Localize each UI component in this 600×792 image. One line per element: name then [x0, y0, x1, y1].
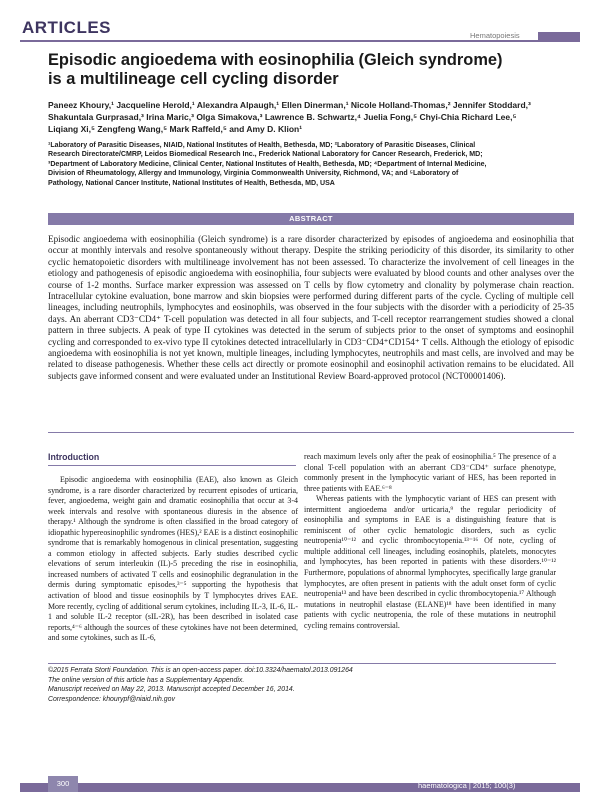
section-label: ARTICLES: [22, 18, 111, 37]
affiliations: [48, 141, 574, 188]
page-number: 300: [56, 779, 70, 788]
copyright-note: ©2015 Ferrata Storti Foundation. This is an open-access paper. doi:10.3324/haematol.2013.091264: [48, 667, 353, 674]
category-label: Hematopoiesis: [470, 31, 520, 40]
intro-column-1: Episodic angioedema with eosinophilia (EAE), also known as Gleich syndrome, is a rare disorder characterized by recurrent episodes of urticaria, fever, angioedema, weight gain and dramatic eosinophilia that occur at 3-4 week intervals and resolve with spontaneous diuresis in the absence of therapy.¹ Although the syndrome is often classified in the broad category of idiopathic hypereosinophilic syndromes (HES),² EAE is a distinct eosinophilic syndrome that is remarkably homogenous in clinical presentation, suggesting a common etiology in affected subjects. Early studies described cyclic elevations of serum interleukin (IL)-5 preceding the rise in eosinophilia, increased numbers of activated T cells and eosinophilic degranulation in the dermis during symptomatic episodes,³⁻⁵ supporting the hypothesis that activation of blood and tissue eosinophils by T lymphocytes drives EAE. More recently, cycling of additional serum cytokines, including IL-3, IL-6, IL-1 and soluble IL-2 receptor (sIL-2R), has been described in isolated case reports,⁴⁻⁶ although the sources of these cytokines have not been determined, and some cytokines, such as IL-6,: [48, 475, 298, 643]
abstract-text: Episodic angioedema with eosinophilia (Gleich syndrome) is a rare disorder characterized by episodes of angioedema and eosinophilia that occur at monthly intervals and resolve spontaneously without therapy. Despite the striking periodicity of this disorder, its similarity to other cyclic hematopoietic disorders with multilineage involvement has not been assessed. To characterize the involvement of cell lineages in the etiology and pathogenesis of episodic angioedema with eosinophilia, four subjects were evaluated by blood counts and other analyses over the course of 1-2 months. Surface marker expression was assessed on T cells by flow cytometry and clonality by polymerase chain reaction. Intracellular cytokine evaluation, bone marrow and skin biopsies were performed during different parts of the cycle. Cycling of multiple cell lineages, including neutrophils, lymphocytes and eosinophils, was observed in the four subjects with the disorder with a periodicity of 25-35 days. An aberrant CD3⁻CD4⁺ T-cell population was detected in all four subjects, and T-cell receptor rearrangement studies showed a clonal pattern in three subjects. A peak of type II cytokines was detected in the serum of subjects prior to the onset of symptoms and eosinophil cycling and corresponded to ex-vivo type II cytokines detected intracellularly in CD3⁻CD4⁺CD154⁺ T cells. Although the etiology of episodic angioedema with eosinophilia is not yet known, multiple lineages, including lymphocytes, neutrophils and mast cells, are involved and may be related to disease pathogenesis. Whether these cells act directly or promote eosinophil and eosinophil activation remains to be elucidated. All subjects gave informed consent and were evaluated under an Institutional Review Board-approved protocol (NCT00001406).: [48, 234, 574, 381]
article-title: [48, 51, 568, 89]
footnote-rule: [48, 663, 556, 664]
abstract-heading: ABSTRACT: [289, 214, 333, 223]
abstract-rule: [48, 432, 574, 433]
header-rule: [20, 40, 580, 42]
journal-citation: haematologica | 2015; 100(3): [418, 781, 516, 790]
intro-paragraph: reach maximum levels only after the peak of eosinophilia.⁵ The presence of a clonal T-cell population with an aberrant CD3⁻CD4⁺ surface phenotype, commonly present in the lymphocytic variant of HES, has been reported in three patients with EAE.⁶⁻⁸: [304, 452, 556, 493]
affiliation-line: ¹Laboratory of Parasitic Diseases, NIAID, National Institutes of Health, Bethesda, MD; ²Laboratory of Parasitic Diseases, Clinical: [48, 142, 476, 149]
intro-paragraph: Whereas patients with the lymphocytic variant of HES can present with intermittent angioedema and/or urticaria,⁹ the regular periodicity of eosinophilia and symptoms in EAE is a distinguishing feature that is reminiscent of other cyclic hematologic disorders, such as cyclic neutropenia¹⁰⁻¹² and cyclic thrombocytopenia.¹³⁻¹⁶ Of note, cycling of multiple additional cell lineages, including eosinophils, platelets, monocytes and lymphocytes, has been reported in patients with these disorders.¹⁰⁻¹² Furthermore, populations of abnormal lymphocytes, specifically large granular lymphocytes, are often present in patients with the adult onset form of cyclic neutropenia¹³ and have been described in cyclic thrombocytopenia.¹⁷ Although mutations in neutrophil elastase (ELANE)¹⁸ have been identified in many patients with cyclic neutropenia, the role of these mutations in neutrophil cycling remains controversial.: [304, 494, 556, 630]
intro-column-2: [304, 452, 556, 631]
title-line-2: is a multilineage cell cycling disorder: [48, 70, 339, 88]
correspondence: Correspondence: khourypf@niaid.nih.gov: [48, 695, 175, 703]
introduction-rule: [48, 465, 296, 466]
author-list: [48, 99, 568, 136]
introduction-heading: Introduction: [48, 452, 100, 462]
author-line: Liqiang Xi,⁵ Zengfeng Wang,⁵ Mark Raffeld,⁵ and Amy D. Klion¹: [48, 124, 303, 135]
affiliation-line: Division of Rheumatology, Allergy and Immunology, Virginia Commonwealth University, Richmond, VA; and ⁵Laboratory of: [48, 170, 459, 178]
footnotes: [48, 666, 556, 704]
author-line: Paneez Khoury,¹ Jacqueline Herold,¹ Alexandra Alpaugh,¹ Ellen Dinerman,¹ Nicole Holland-Thomas,² Jennifer Stoddard,³: [48, 100, 531, 110]
title-line-1: Episodic angioedema with eosinophilia (Gleich syndrome): [48, 51, 503, 69]
affiliation-line: Research Directorate/CMRP, Leidos Biomedical Research Inc., Frederick National Laboratory for Cancer Research, Frederick, MD;: [48, 151, 483, 159]
affiliation-line: ³Department of Laboratory Medicine, Clinical Center, National Institutes of Health, Bethesda, MD; ⁴Department of Internal Medicine,: [48, 160, 487, 168]
manuscript-dates: Manuscript received on May 22, 2013. Manuscript accepted December 16, 2014.: [48, 686, 295, 693]
affiliation-line: Pathology, National Cancer Institute, National Institutes of Health, Bethesda, MD, USA: [48, 179, 335, 187]
author-line: Shakuntala Gurprasad,³ Irina Maric,³ Olga Simakova,³ Lawrence B. Schwartz,⁴ Juelia Fong,⁵ Chyi-Chia Richard Lee,⁵: [48, 112, 517, 123]
supplementary-note: The online version of this article has a Supplementary Appendix.: [48, 676, 245, 684]
